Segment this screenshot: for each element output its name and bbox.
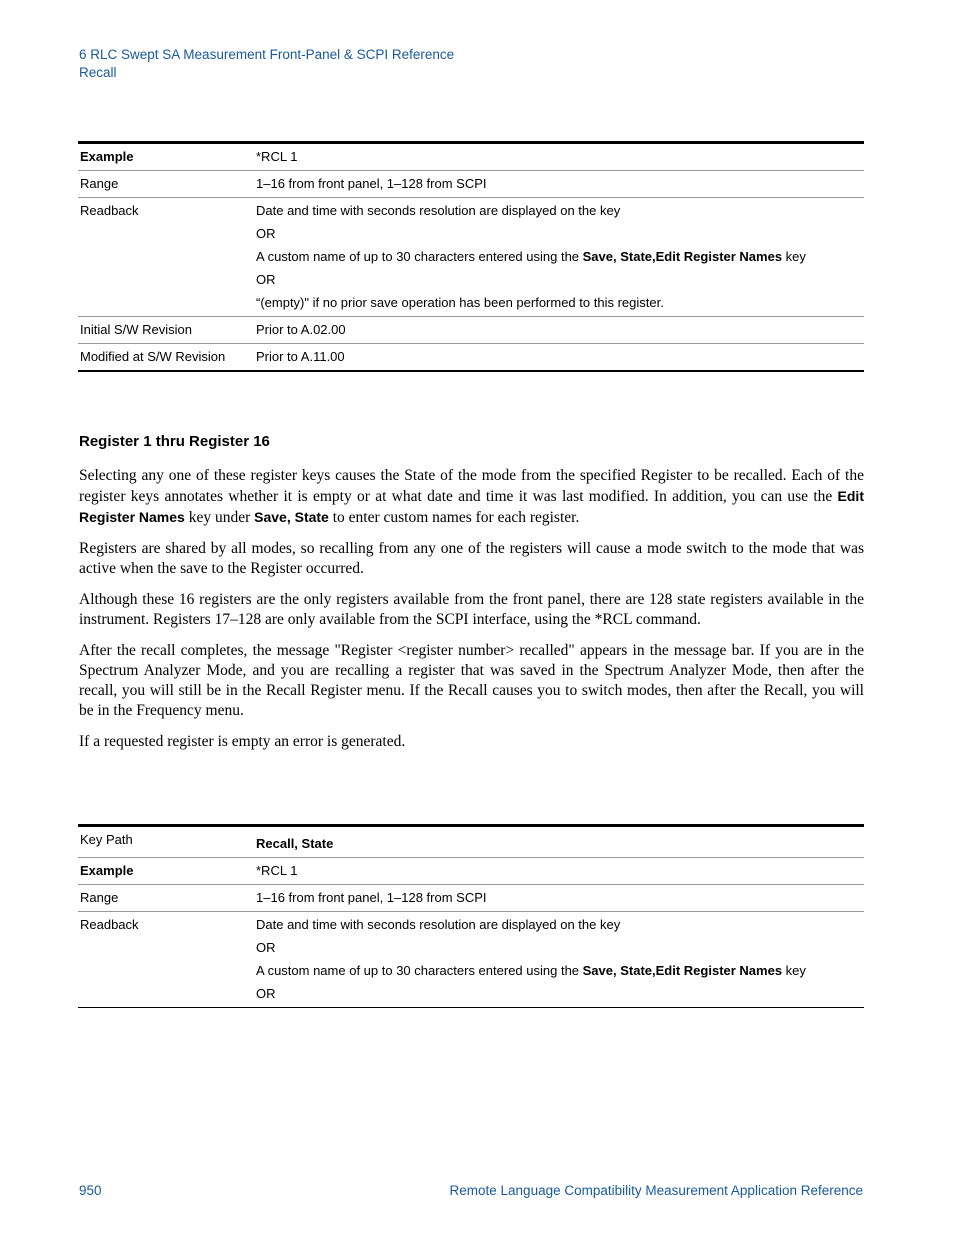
key-name: Save, State [254, 509, 329, 525]
paragraph: Although these 16 registers are the only registers available from the front panel, there are 128 state registers available in the instrument. Registers 17–128 are only available from the SCPI interface, using the *RCL command. [79, 591, 864, 628]
paragraph: After the recall completes, the message "Register <register number> recalled" appears in the message bar. If you are in the Spectrum Analyzer Mode, and you are recalling a register that was saved in the Spectrum Analyzer Mode, then after the recall, you will still be in the Recall Register menu. If the Recall causes you to switch modes, then after the Recall, you will be in the Frequency menu. [79, 642, 864, 719]
readback-line: “(empty)" if no prior save operation has been performed to this register. [256, 295, 664, 310]
row-label: Range [80, 176, 119, 191]
row-label: Range [80, 890, 119, 905]
running-header [79, 46, 454, 82]
readback-or: OR [256, 226, 276, 241]
row-value [254, 198, 864, 317]
row-value: *RCL 1 [256, 863, 298, 878]
row-label: Modified at S/W Revision [80, 349, 226, 364]
table-row [78, 198, 864, 317]
readback-line: Date and time with seconds resolution are displayed on the key [256, 917, 621, 932]
readback-line: Date and time with seconds resolution are displayed on the key [256, 203, 621, 218]
section-heading: Register 1 thru Register 16 [79, 433, 270, 450]
row-value: Prior to A.11.00 [256, 349, 345, 364]
section-title-link: Recall [79, 65, 117, 80]
section-body [79, 466, 864, 763]
document-title: Remote Language Compatibility Measurement Application Reference [449, 1183, 863, 1198]
page-number: 950 [79, 1183, 102, 1198]
paragraph: If a requested register is empty an error is generated. [79, 733, 406, 750]
row-label: Readback [80, 203, 139, 218]
table-row [78, 171, 864, 198]
table-row [78, 344, 864, 372]
table-row [78, 826, 864, 858]
chapter-title: 6 RLC Swept SA Measurement Front-Panel & SCPI Reference [79, 47, 455, 62]
key-name: Edit Register Names [79, 488, 864, 525]
readback-or: OR [256, 940, 276, 955]
table-row [78, 912, 864, 1008]
paragraph: Registers are shared by all modes, so recalling from any one of the registers will cause a mode switch to the mode that was active when the save to the Register occurred. [79, 540, 864, 577]
table-row [78, 858, 864, 885]
readback-or: OR [256, 272, 276, 287]
paragraph: Selecting any one of these register keys causes the State of the mode from the specified Register to be recalled. Each of the register keys annotates whether it is empty or at what date and time it was last modified. In addition, you can use the Edit Register Names key under Save, State to enter custom names for each register. [79, 467, 864, 526]
readback-line: A custom name of up to 30 characters entered using the Save, State,Edit Register Names key [256, 963, 806, 978]
row-label: Key Path [80, 832, 133, 847]
spec-table-register [78, 824, 864, 1008]
key-name: Save, State,Edit Register Names [582, 963, 783, 978]
table-row [78, 885, 864, 912]
readback-or: OR [256, 986, 276, 1001]
table-row [78, 143, 864, 171]
key-name: Save, State,Edit Register Names [582, 249, 783, 264]
spec-table-recall [78, 141, 864, 372]
table-row [78, 317, 864, 344]
row-value [254, 912, 864, 1008]
readback-line: A custom name of up to 30 characters entered using the Save, State,Edit Register Names key [256, 249, 806, 264]
row-value: *RCL 1 [256, 149, 298, 164]
row-label: Initial S/W Revision [80, 322, 192, 337]
row-label: Example [80, 149, 134, 164]
row-value: Prior to A.02.00 [256, 322, 346, 337]
row-label: Readback [80, 917, 139, 932]
row-value: 1–16 from front panel, 1–128 from SCPI [256, 890, 487, 905]
row-value: Recall, State [256, 836, 334, 851]
row-value: 1–16 from front panel, 1–128 from SCPI [256, 176, 487, 191]
row-label: Example [80, 863, 134, 878]
